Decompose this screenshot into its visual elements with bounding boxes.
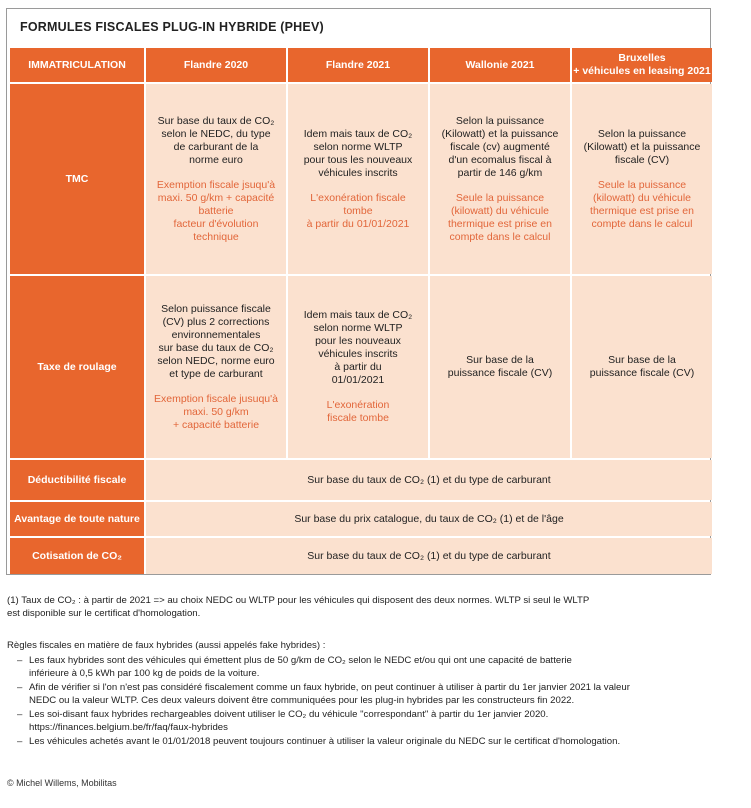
text-line: fiscale (CV) [614,153,670,166]
text-line: à partir du 01/01/2021 [306,217,410,230]
cell-note [430,192,570,244]
cell-note [288,192,428,231]
cell-tmc-bruxelles [572,84,712,274]
text-line: tombe [343,204,373,217]
rules-section [7,639,727,749]
row-taxe-roulage [10,276,712,458]
cell-tmc-flandre-2020 [146,84,286,274]
text-line: à partir du [334,361,382,373]
text-line: d'un ecomalus fiscal à [448,153,552,166]
text-line: batterie [198,204,234,217]
cell-deductibilite: Sur base du taux de CO₂ (1) et du type de carburant [146,460,712,500]
cell-taxe-flandre-2020 [146,276,286,458]
text-line: selon le NEDC, du type [161,127,271,140]
text-line: Idem mais taux de CO₂ [303,127,413,140]
text-line: et type de carburant [169,367,263,380]
header-bruxelles [572,48,712,82]
cell-text [572,354,712,380]
text-line: maxi. 50 g/km [183,405,249,418]
cell-text [146,115,286,167]
text-line: L'exonération [326,399,390,411]
text-line: 01/01/2021 [331,374,385,386]
text-line: inférieure à 0,5 kWh par 100 kg de poids de la voiture. [29,668,260,679]
header-flandre-2020: Flandre 2020 [146,48,286,82]
text-line: (CV) plus 2 corrections [162,315,270,328]
page-title: FORMULES FISCALES PLUG-IN HYBRIDE (PHEV) [20,20,324,34]
rule-line [29,708,727,734]
header-immatriculation: IMMATRICULATION [10,48,144,82]
header-flandre-2021: Flandre 2021 [288,48,428,82]
row-avantage [10,502,712,536]
footnote-line: (1) Taux de CO₂ : à partir de 2021 => au choix NEDC ou WLTP pour les véhicules qui disposent des deux normes. WLTP si seul le WLTP [7,595,590,606]
text-line: Selon puissance fiscale [161,302,271,315]
row-cotisation [10,538,712,574]
text-line: thermique est prise en [590,204,694,217]
text-line: (Kilowatt) et la puissance [583,140,701,153]
text-line: Exemption fiscale jusuqu'à [154,392,278,405]
text-line: Sur base du taux de CO₂ [157,114,275,127]
cell-text [430,115,570,180]
footnote [7,594,727,620]
text-line: véhicules inscrits [318,166,398,179]
header-bruxelles-line1: Bruxelles [618,52,666,64]
text-line: selon NEDC, norme euro [157,354,275,367]
text-line: NEDC ou la valeur WLTP. Ces deux valeurs doivent être communiquées pour les plug-in hybrides par les constructeurs fin 2022. [29,695,575,706]
text-line: compte dans le calcul [449,230,551,243]
text-line: Sur base de la [466,354,534,366]
row-label-avantage: Avantage de toute nature [10,502,144,536]
text-line: technique [193,230,239,243]
text-line: thermique est prise en [448,217,552,230]
cell-note [146,179,286,244]
text-line: compte dans le calcul [591,217,693,230]
row-tmc [10,84,712,274]
rules-title: Règles fiscales en matière de faux hybrides (aussi appelés fake hybrides) : [7,640,326,651]
cell-text [288,128,428,180]
cell-text [572,128,712,167]
cell-note [572,179,712,231]
text-line: Seule la puissance [597,178,687,191]
row-label-taxe-roulage: Taxe de roulage [10,276,144,458]
cell-avantage: Sur base du prix catalogue, du taux de CO₂ (1) et de l'âge [146,502,712,536]
row-label-cotisation: Cotisation de CO₂ [10,538,144,574]
text-line: selon norme WLTP [313,322,403,334]
text-line: pour tous les nouveaux [303,153,413,166]
text-line: selon norme WLTP [313,140,403,153]
text-line: de carburant de la [173,140,259,153]
header-bruxelles-line2: + véhicules en leasing 2021 [573,65,711,77]
text-line: Idem mais taux de CO₂ [303,309,413,321]
text-line: (kilowatt) du véhicule [592,191,692,204]
cell-cotisation: Sur base du taux de CO₂ (1) et du type de carburant [146,538,712,574]
cell-text [288,309,428,387]
text-line: Selon la puissance [455,114,545,127]
text-line: https://finances.belgium.be/fr/faq/faux-hybrides [29,722,228,733]
text-line: – Les faux hybrides sont des véhicules qui émettent plus de 50 g/km de CO₂ selon le NEDC et/ou qui ont une capacité de batterie [29,655,572,666]
text-line: L'exonération fiscale [310,191,406,204]
copyright: © Michel Willems, Mobilitas [7,778,117,788]
text-line: puissance fiscale (CV) [589,367,695,379]
text-line: puissance fiscale (CV) [447,367,553,379]
text-line: maxi. 50 g/km + capacité [157,191,275,204]
text-line: facteur d'évolution [173,217,259,230]
text-line: + capacité batterie [172,418,260,431]
text-line: – Les véhicules achetés avant le 01/01/2018 peuvent toujours continuer à utiliser la valeur originale du NEDC sur le certificat d'homologation. [29,736,621,747]
text-line: – Les soi-disant faux hybrides rechargeables doivent utiliser le CO₂ du véhicule "correspondant" à partir du 1er janvier 2020. [29,709,549,720]
text-line: environnementales [171,328,261,341]
text-line: pour les nouveaux [315,335,401,347]
text-line: norme euro [189,153,243,166]
cell-note [146,393,286,432]
text-line: – Afin de vérifier si l'on n'est pas considéré fiscalement comme un faux hybride, on peut continuer à utiliser à partir du 1er janvier 2021 la valeur [29,682,630,693]
row-deductibilite [10,460,712,500]
cell-text [430,354,570,380]
cell-taxe-bruxelles [572,276,712,458]
rule-item [29,681,727,707]
cell-text [146,303,286,381]
text-line: Exemption fiscale jsuqu'à [156,178,276,191]
cell-tmc-flandre-2021 [288,84,428,274]
text-line: sur base du taux de CO₂ [158,341,274,354]
cell-taxe-flandre-2021 [288,276,428,458]
rule-line [29,681,727,707]
text-line: fiscale tombe [327,412,389,424]
rule-line [29,654,727,680]
rule-line [29,735,727,748]
rule-item [29,654,727,680]
row-label-tmc: TMC [10,84,144,274]
footnote-line: est disponible sur le certificat d'homologation. [7,608,201,619]
header-row [10,48,712,82]
text-line: (Kilowatt) et la puissance [441,127,559,140]
text-line: fiscale (cv) augmenté [450,140,550,153]
text-line: Sur base de la [608,354,676,366]
fiscal-table [8,46,714,576]
header-wallonie-2021: Wallonie 2021 [430,48,570,82]
rule-item [29,708,727,734]
cell-tmc-wallonie-2021 [430,84,570,274]
rule-item [29,735,727,748]
text-line: (kilowatt) du véhicule [450,204,550,217]
rules-list [7,654,727,748]
text-line: Seule la puissance [455,191,545,204]
text-line: partir de 146 g/km [457,166,543,179]
cell-taxe-wallonie-2021 [430,276,570,458]
row-label-deductibilite: Déductibilité fiscale [10,460,144,500]
text-line: véhicules inscrits [318,348,398,360]
cell-note [288,399,428,425]
text-line: Selon la puissance [597,127,687,140]
